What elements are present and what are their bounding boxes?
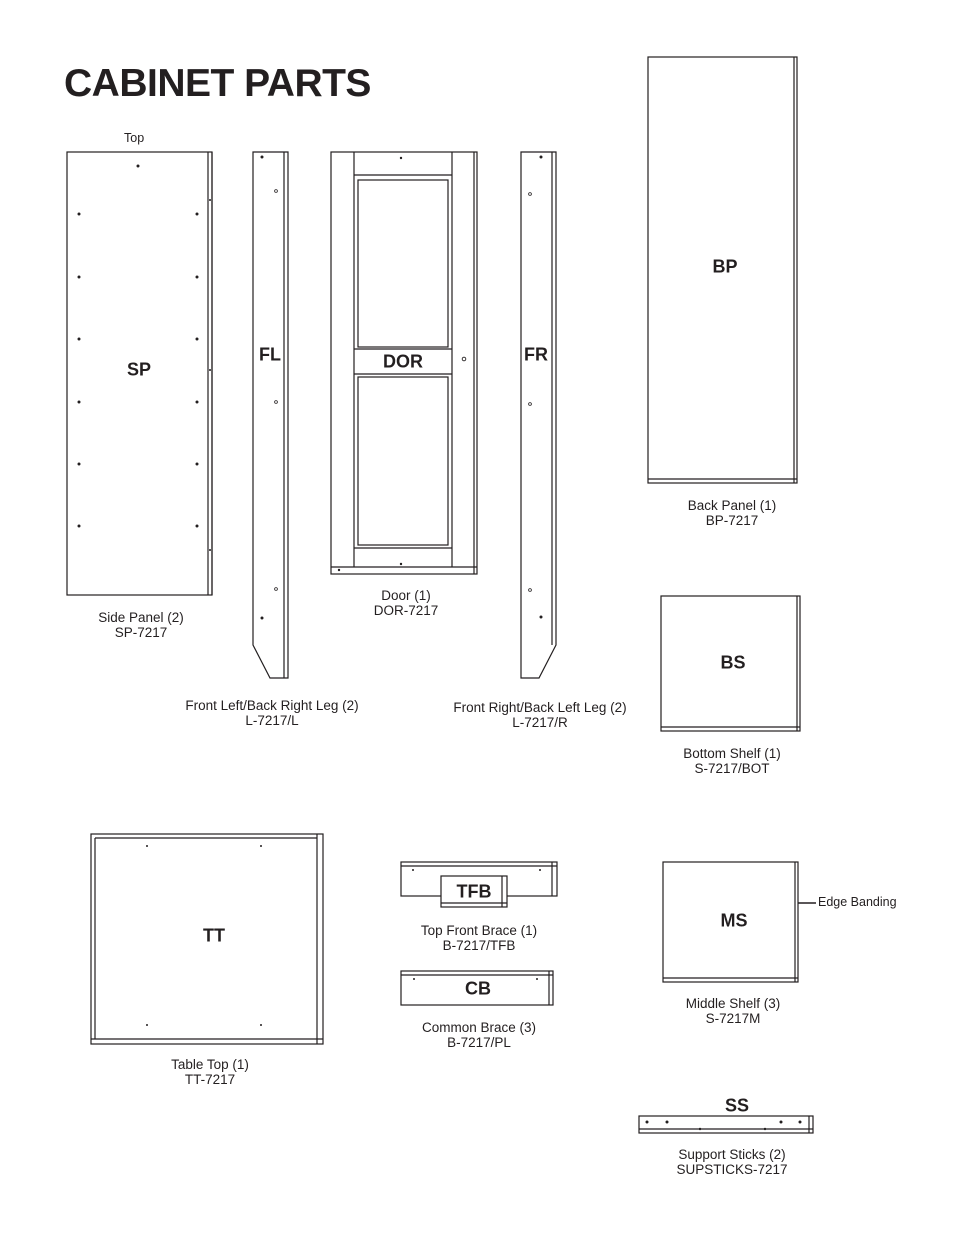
part-number: SP-7217	[114, 625, 168, 640]
part-number: B-7217/PL	[447, 1035, 511, 1050]
door-caption	[374, 588, 439, 618]
part-number: S-7217/BOT	[694, 761, 770, 776]
part-number: BP-7217	[705, 513, 759, 528]
middle-shelf-code: MS	[720, 910, 748, 931]
top-front-brace-caption	[421, 923, 537, 953]
part-number: S-7217M	[705, 1011, 761, 1026]
part-name: Back Panel (1)	[687, 498, 777, 513]
front-right-leg-code: FR	[524, 344, 548, 365]
front-right-leg-drawing	[521, 152, 556, 678]
part-name: Door (1)	[381, 588, 431, 603]
part-name: Middle Shelf (3)	[685, 996, 781, 1011]
middle-shelf-caption	[686, 996, 781, 1026]
part-number: TT-7217	[184, 1072, 236, 1087]
part-name: Support Sticks (2)	[678, 1147, 786, 1162]
part-name: Bottom Shelf (1)	[683, 746, 781, 761]
bottom-shelf-code: BS	[720, 652, 746, 673]
part-name: Front Right/Back Left Leg (2)	[453, 700, 627, 715]
part-number: B-7217/TFB	[442, 938, 516, 953]
part-number: SUPSTICKS-7217	[676, 1162, 788, 1177]
side-panel-code: SP	[126, 359, 152, 380]
common-brace-caption	[422, 1020, 536, 1050]
part-name: Table Top (1)	[171, 1057, 249, 1072]
top-front-brace-code: TFB	[456, 881, 492, 902]
back-panel-caption	[688, 498, 777, 528]
part-name: Top Front Brace (1)	[420, 923, 538, 938]
table-top-caption	[171, 1057, 249, 1087]
front-right-leg-caption	[453, 700, 626, 730]
support-sticks-caption	[676, 1147, 787, 1177]
back-panel-code: BP	[712, 256, 738, 277]
front-left-leg-caption	[185, 698, 358, 728]
edge-banding-label: Edge Banding	[818, 895, 897, 909]
front-left-leg-drawing	[253, 152, 288, 678]
side-panel-caption	[98, 610, 184, 640]
top-label: Top	[124, 131, 145, 145]
table-top-code: TT	[203, 925, 225, 946]
part-name: Common Brace (3)	[421, 1020, 537, 1035]
part-number: L-7217/L	[245, 713, 299, 728]
support-sticks-code: SS	[724, 1095, 750, 1116]
page-title: CABINET PARTS	[64, 62, 371, 105]
part-name: Side Panel (2)	[98, 610, 184, 625]
common-brace-code: CB	[465, 978, 491, 999]
part-number: DOR-7217	[373, 603, 439, 618]
bottom-shelf-caption	[683, 746, 781, 776]
front-left-leg-code: FL	[259, 344, 281, 365]
part-name: Front Left/Back Right Leg (2)	[185, 698, 359, 713]
support-sticks-drawing	[639, 1116, 813, 1133]
door-code: DOR	[383, 351, 423, 372]
part-number: L-7217/R	[512, 715, 568, 730]
